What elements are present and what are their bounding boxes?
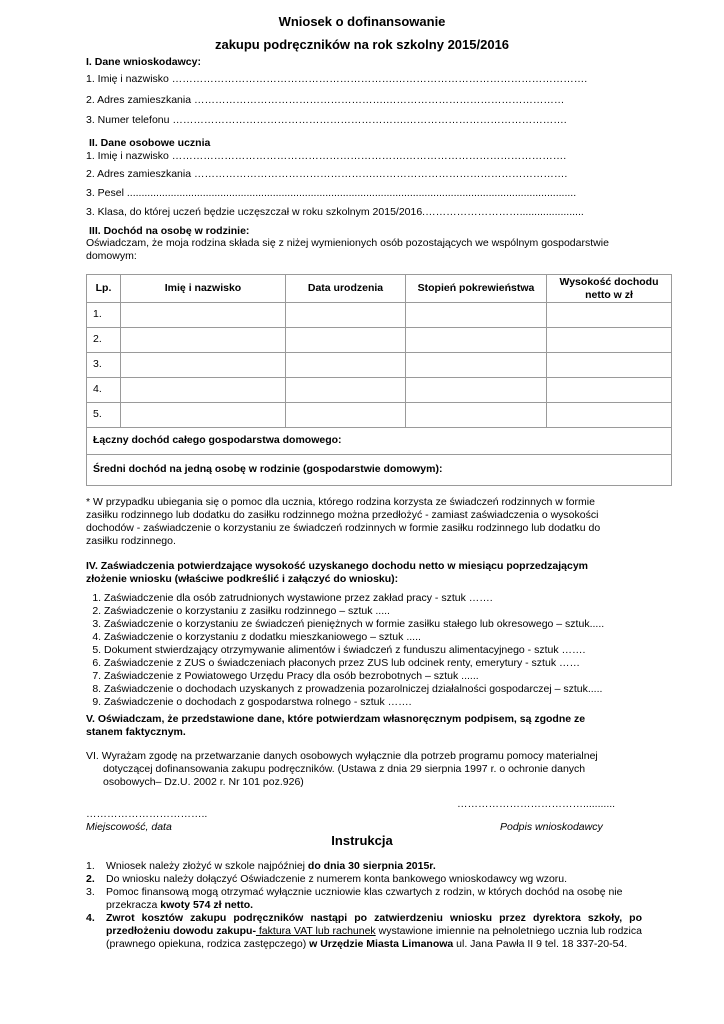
cell-name[interactable] <box>121 353 286 378</box>
invoice-link-text: faktura VAT lub rachunek <box>255 925 376 938</box>
cell-income[interactable] <box>547 403 672 428</box>
table-row <box>87 403 672 428</box>
cell-birthdate[interactable] <box>286 378 406 403</box>
student-class-field[interactable]: 3. Klasa, do której uczeń będzie uczęszczał w roku szkolnym 2015/2016.………………………...................... <box>86 206 584 218</box>
cell-relation[interactable] <box>406 378 547 403</box>
total-income-row[interactable]: Łączny dochód całego gospodarstwa domowego: <box>87 428 672 455</box>
section3-intro-line2: domowym: <box>86 250 137 262</box>
cell-income[interactable] <box>547 328 672 353</box>
signature-label: Podpis wnioskodawcy <box>500 821 603 833</box>
list-item[interactable]: 2. Zaświadczenie o korzystaniu z zasiłku rodzinnego – sztuk ..... <box>104 605 664 618</box>
cell-birthdate[interactable] <box>286 328 406 353</box>
household-income-table <box>86 274 672 486</box>
applicant-name-field[interactable]: 1. Imię i nazwisko ……………………………………………………….………………………………………………. <box>86 73 588 85</box>
section3-intro-line1: Oświadczam, że moja rodzina składa się z niżej wymienionych osób pozostających we wspólnym gospodarstwie <box>86 237 609 249</box>
row-number: 3. <box>87 353 121 378</box>
form-title-line2: zakupu podręczników na rok szkolny 2015/2016 <box>214 37 510 52</box>
average-income-row[interactable]: Średni dochód na jedną osobę w rodzinie (gospodarstwie domowym): <box>87 455 672 486</box>
cell-birthdate[interactable] <box>286 353 406 378</box>
col-header-income: Wysokość dochodu netto w zł <box>547 275 672 303</box>
place-date-line[interactable]: …………………………….. <box>86 808 208 820</box>
row-number: 1. <box>87 303 121 328</box>
section3-heading: III. Dochód na osobę w rodzinie: <box>89 225 250 237</box>
row-number: 5. <box>87 403 121 428</box>
instructions-heading: Instrukcja <box>331 833 393 848</box>
table-row <box>87 328 672 353</box>
cell-income[interactable] <box>547 353 672 378</box>
list-item[interactable]: 3. Zaświadczenie o korzystaniu ze świadczeń pieniężnych w formie zasiłku stałego lub okresowego – sztuk..... <box>104 618 664 631</box>
student-pesel-field[interactable]: 3. Pesel .......................................................................................................................................................... <box>86 187 577 199</box>
cell-name[interactable] <box>121 403 286 428</box>
instruction-item-4: 4. Zwrot kosztów zakupu podręczników nastąpi po zatwierdzeniu wniosku przez dyrektora szkoły, po przedłożeniu dowodu zakupu- faktura VAT lub rachunek wystawione imiennie na pełnoletniego ucznia lub rodzica (prawnego opiekuna, rodzica zastępczego) w Urzędzie Miasta Limanowa ul. Jana Pawła II 9 tel. 18 337-20-54. <box>86 912 642 951</box>
cell-relation[interactable] <box>406 353 547 378</box>
cell-birthdate[interactable] <box>286 403 406 428</box>
cell-income[interactable] <box>547 303 672 328</box>
cell-relation[interactable] <box>406 403 547 428</box>
section2-heading: II. Dane osobowe ucznia <box>89 137 211 149</box>
cell-name[interactable] <box>121 328 286 353</box>
form-title-line1: Wniosek o dofinansowanie <box>278 14 446 29</box>
section4-heading-line2: złożenie wniosku (właściwe podkreślić i załączyć do wniosku): <box>86 573 399 585</box>
list-item[interactable]: 4. Zaświadczenie o korzystaniu z dodatku mieszkaniowego – sztuk ..... <box>104 631 664 644</box>
section6-line3: osobowych– Dz.U. 2002 r. Nr 101 poz.926) <box>103 776 304 788</box>
note-line2: zasiłku rodzinnego lub dodatku do zasiłku rodzinnego można przedłożyć - zamiast zaświadczenia o wysokości <box>86 509 599 521</box>
note-line4: zasiłku rodzinnego. <box>86 535 176 547</box>
section1-heading: I. Dane wnioskodawcy: <box>86 56 201 68</box>
cell-name[interactable] <box>121 378 286 403</box>
section4-heading-line1: IV. Zaświadczenia potwierdzające wysokość uzyskanego dochodu netto w miesiącu poprzedzającym <box>86 560 589 572</box>
note-line3: dochodów - zaświadczenie o korzystaniu ze świadczeń rodzinnych w formie zasiłku rodzinnego lub dodatku do <box>86 522 601 534</box>
applicant-address-field[interactable]: 2. Adres zamieszkania ……………………………………………….…………………………………………… <box>86 94 565 106</box>
col-header-birthdate: Data urodzenia <box>286 275 406 303</box>
instruction-item-2: 2. Do wniosku należy dołączyć Oświadczenie z numerem konta bankowego wnioskodawcy wg wzoru. <box>86 873 568 885</box>
list-item[interactable]: 5. Dokument stwierdzający otrzymywanie alimentów i świadczeń z funduszu alimentacyjnego - sztuk ……. <box>104 644 664 657</box>
certificates-list <box>86 592 664 709</box>
applicant-phone-field[interactable]: 3. Numer telefonu ………………………………………………………….………………………………………. <box>86 114 567 126</box>
col-header-relation: Stopień pokrewieństwa <box>406 275 547 303</box>
cell-birthdate[interactable] <box>286 303 406 328</box>
cell-name[interactable] <box>121 303 286 328</box>
col-header-name: Imię i nazwisko <box>121 275 286 303</box>
student-name-field[interactable]: 1. Imię i nazwisko ………………………………………………………….………………………………………. <box>86 150 567 162</box>
table-row <box>87 378 672 403</box>
table-row <box>87 353 672 378</box>
list-item[interactable]: 8. Zaświadczenie o dochodach uzyskanych z prowadzenia pozarolniczej działalności gospodarczej – sztuk..... <box>104 683 664 696</box>
section5-line1: V. Oświadczam, że przedstawione dane, które potwierdzam własnoręcznym podpisem, są zgodne ze <box>86 713 586 725</box>
cell-relation[interactable] <box>406 303 547 328</box>
place-date-label: Miejscowość, data <box>86 821 172 833</box>
col-header-lp: Lp. <box>87 275 121 303</box>
list-item[interactable]: 9. Zaświadczenie o dochodach z gospodarstwa rolnego - sztuk ……. <box>104 696 664 709</box>
section6-line1: VI. Wyrażam zgodę na przetwarzanie danych osobowych wyłącznie dla potrzeb programu pomocy materialnej <box>86 750 598 762</box>
list-item[interactable]: 6. Zaświadczenie z ZUS o świadczeniach płaconych przez ZUS lub odcinek renty, emerytury - sztuk …… <box>104 657 664 670</box>
note-line1: * W przypadku ubiegania się o pomoc dla ucznia, którego rodzina korzysta ze świadczeń rodzinnych w formie <box>86 496 595 508</box>
instruction-item-1: 1. Wniosek należy złożyć w szkole najpóźniej do dnia 30 sierpnia 2015r. <box>86 860 436 872</box>
row-number: 4. <box>87 378 121 403</box>
instruction-item-3: 3. Pomoc finansową mogą otrzymać wyłącznie uczniowie klas czwartych z rodzin, w których dochód na osobę nie przekracza kwoty 574 zł netto. <box>86 886 623 912</box>
signature-line[interactable]: ………………………………........... <box>457 798 616 810</box>
student-address-field[interactable]: 2. Adres zamieszkania …………………………………………….………………………………………………. <box>86 168 568 180</box>
row-number: 2. <box>87 328 121 353</box>
cell-income[interactable] <box>547 378 672 403</box>
table-row <box>87 303 672 328</box>
cell-relation[interactable] <box>406 328 547 353</box>
section5-line2: stanem faktycznym. <box>86 726 186 738</box>
list-item[interactable]: 7. Zaświadczenie z Powiatowego Urzędu Pracy dla osób bezrobotnych – sztuk ...... <box>104 670 664 683</box>
list-item[interactable]: 1. Zaświadczenie dla osób zatrudnionych wystawione przez zakład pracy - sztuk ……. <box>104 592 664 605</box>
section6-line2: dotyczącej dofinansowania zakupu podręczników. (Ustawa z dnia 29 sierpnia 1997 r. o ochronie danych <box>103 763 586 775</box>
